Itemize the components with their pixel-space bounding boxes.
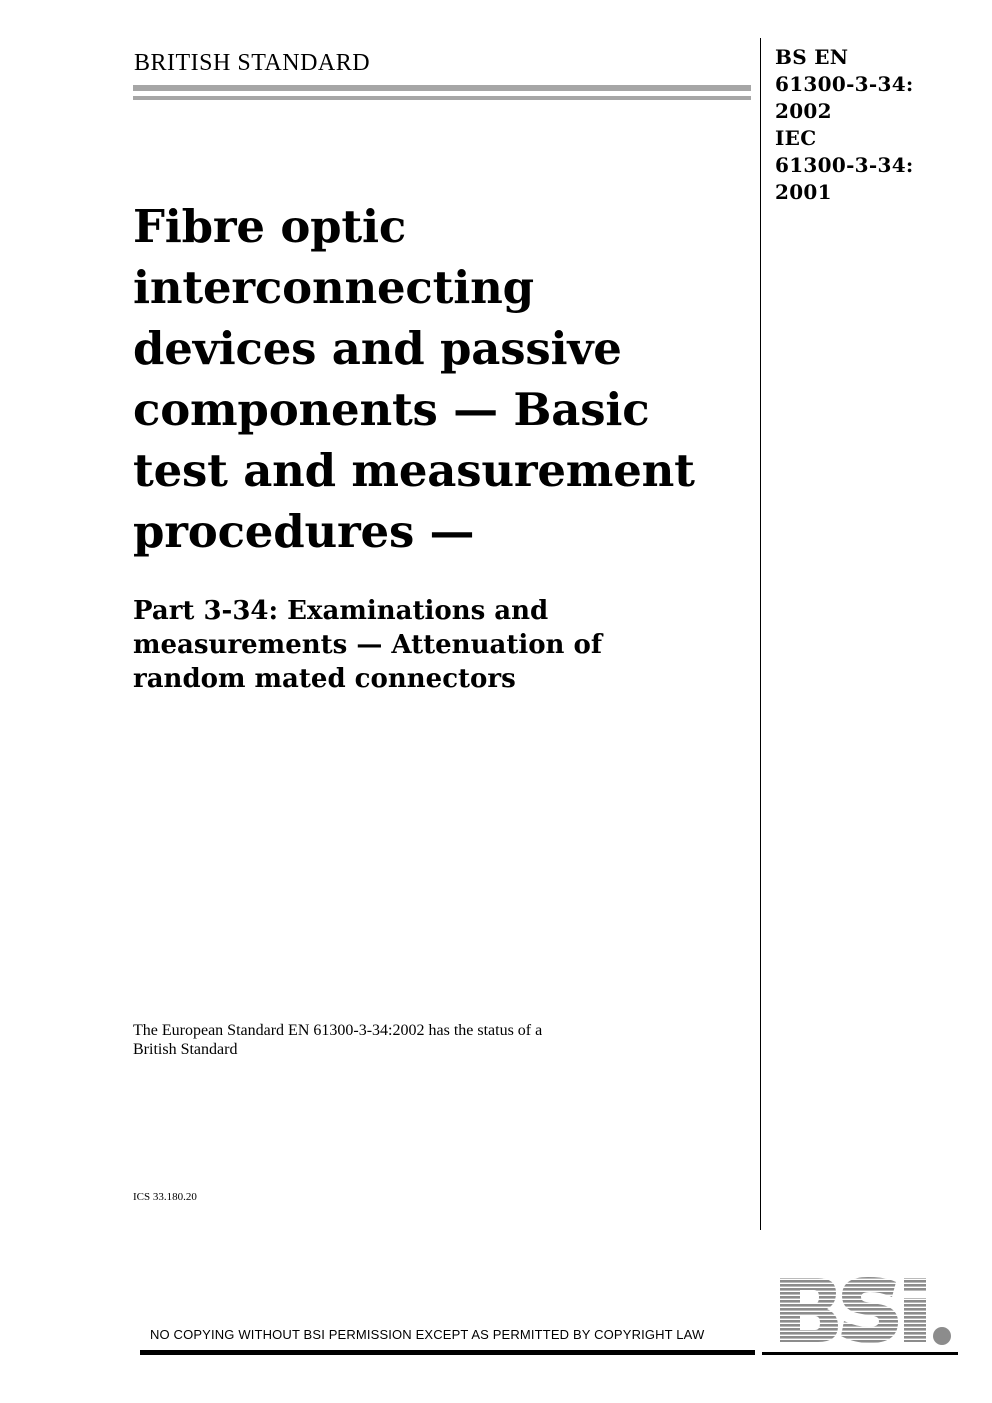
identifier-line: 2002 (775, 99, 832, 123)
title-line: Fibre optic (133, 200, 407, 253)
ics-code: ICS 33.180.20 (133, 1191, 197, 1203)
subtitle-line: measurements — Attenuation of (133, 630, 603, 660)
subtitle-line: Part 3-34: Examinations and (133, 596, 549, 626)
logo-underline (762, 1352, 958, 1355)
column-divider (760, 38, 761, 1230)
title-line: devices and passive (133, 322, 622, 375)
standard-identifiers (775, 44, 914, 206)
subtitle-line: random mated connectors (133, 664, 516, 694)
footer-rule (140, 1350, 755, 1355)
identifier-line: BS EN (775, 45, 849, 69)
document-subtitle (133, 594, 743, 696)
title-line: test and measurement (133, 444, 695, 497)
document-title (133, 196, 743, 562)
status-note (133, 1021, 542, 1059)
title-line: components — Basic (133, 383, 650, 436)
identifier-line: IEC (775, 126, 817, 150)
title-line: procedures — (133, 505, 475, 558)
identifier-line: 2001 (775, 180, 832, 204)
status-note-line: British Standard (133, 1041, 238, 1058)
identifier-line: 61300-3-34: (775, 72, 914, 96)
identifier-line: 61300-3-34: (775, 153, 914, 177)
bsi-logo-icon (778, 1276, 956, 1346)
copyright-notice: NO COPYING WITHOUT BSI PERMISSION EXCEPT AS PERMITTED BY COPYRIGHT LAW (150, 1327, 705, 1342)
title-line: interconnecting (133, 261, 534, 314)
header-rule-thick (133, 85, 751, 91)
document-type-label: BRITISH STANDARD (134, 50, 371, 76)
header-rule-thin (133, 96, 751, 100)
status-note-line: The European Standard EN 61300-3-34:2002 has the status of a (133, 1022, 543, 1039)
